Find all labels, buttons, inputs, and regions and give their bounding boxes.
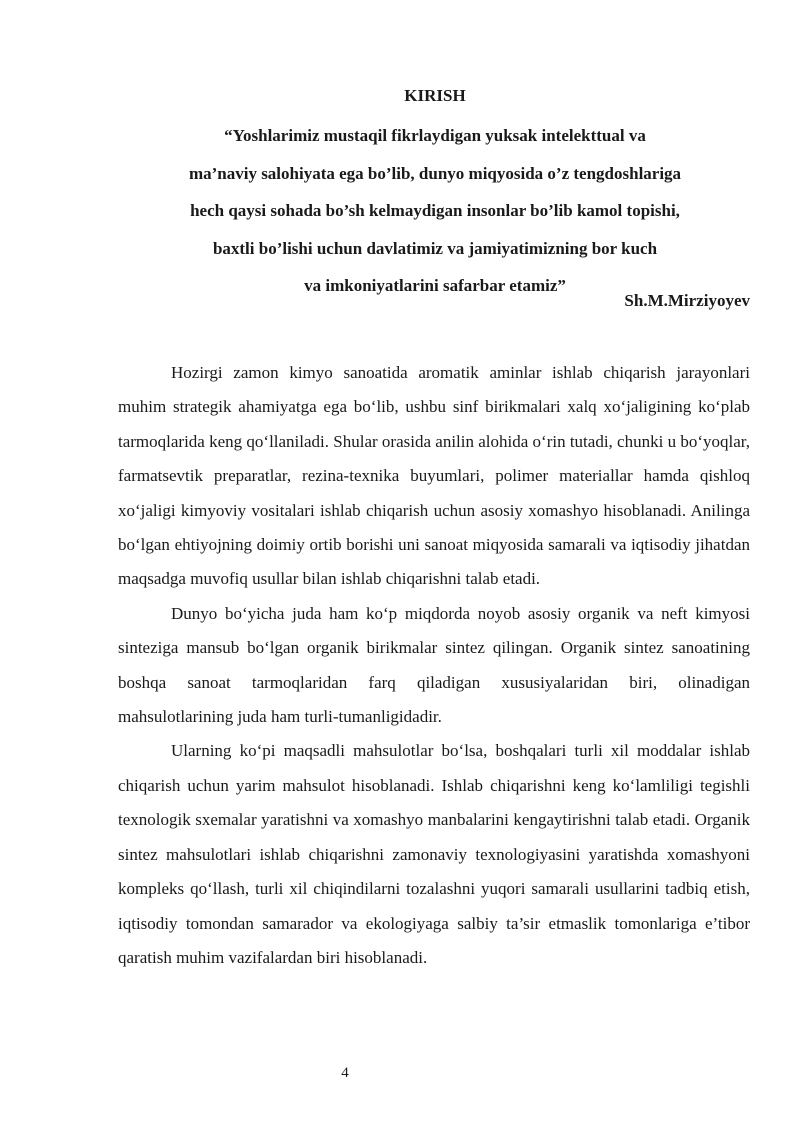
epigraph-line: hech qaysi sohada bo’sh kelmaydigan insonlar bo’lib kamol topishi,	[190, 201, 680, 221]
epigraph-line: va imkoniyatlarini safarbar etamiz”	[304, 276, 566, 296]
epigraph-quote	[100, 117, 770, 305]
epigraph-line: ma’naviy salohiyata ega bo’lib, dunyo miqyosida o’z tengdoshlariga	[188, 163, 682, 183]
epigraph-author: Sh.M.Mirziyoyev	[624, 291, 750, 310]
body-text	[118, 356, 750, 975]
epigraph-line: “Yoshlarimiz mustaqil fikrlaydigan yuksak intelekttual va	[224, 126, 646, 145]
page-number: 4	[341, 1065, 349, 1081]
section-heading: KIRISH	[404, 86, 466, 105]
paragraph: Dunyo bo‘yicha juda ham ko‘p miqdorda noyob asosiy organik va neft kimyosi sinteziga mansub bo‘lgan organik birikmalar sintez qilingan. Organik sintez sanoatining boshqa sanoat tarmoqlaridan farq qiladigan xususiyalaridan biri, olinadigan mahsulotlarining juda ham turli-tumanligidadir.	[118, 603, 750, 727]
paragraph: Ularning ko‘pi maqsadli mahsulotlar bo‘lsa, boshqalari turli xil moddalar ishlab chiqarish uchun yarim mahsulot hisoblanadi. Ishlab chiqarishni keng ko‘lamliligi tegishli texnologik sxemalar yaratishni va xomashyo manbalarini kengaytirishni talab etadi. Organik sintez mahsulotlari ishlab chiqarishni zamonaviy texnologiyasini yaratishda xomashyoni kompleks qo‘llash, turli xil chiqindilarni tozalashni yuqori samarali usullarini tadbiq etish, iqtisodiy tomondan samarador va ekologiyaga salbiy ta’sir etmaslik tomonlariga e’tibor qaratish muhim vazifalardan biri hisoblanadi.	[118, 741, 750, 967]
paragraph: Hozirgi zamon kimyo sanoatida aromatik aminlar ishlab chiqarish jarayonlari muhim strategik ahamiyatga ega bo‘lib, ushbu sinf birikmalari xalq xo‘jaligining ko‘plab tarmoqlarida keng qo‘llaniladi. Shular orasida anilin alohida o‘rin tutadi, chunki u bo‘yoqlar, farmatsevtik preparatlar, rezina-texnika buyumlari, polimer materiallar hamda qishloq xo‘jaligi kimyoviy vositalari ishlab chiqarish uchun asosiy xomashyo hisoblanadi. Anilinga bo‘lgan ehtiyojning doimiy ortib borishi uni sanoat miqyosida samarali va iqtisodiy jihatdan maqsadga muvofiq usullar bilan ishlab chiqarishni talab etadi.	[118, 363, 750, 589]
epigraph-line: baxtli bo’lishi uchun davlatimiz va jamiyatimizning bor kuch	[212, 238, 658, 258]
